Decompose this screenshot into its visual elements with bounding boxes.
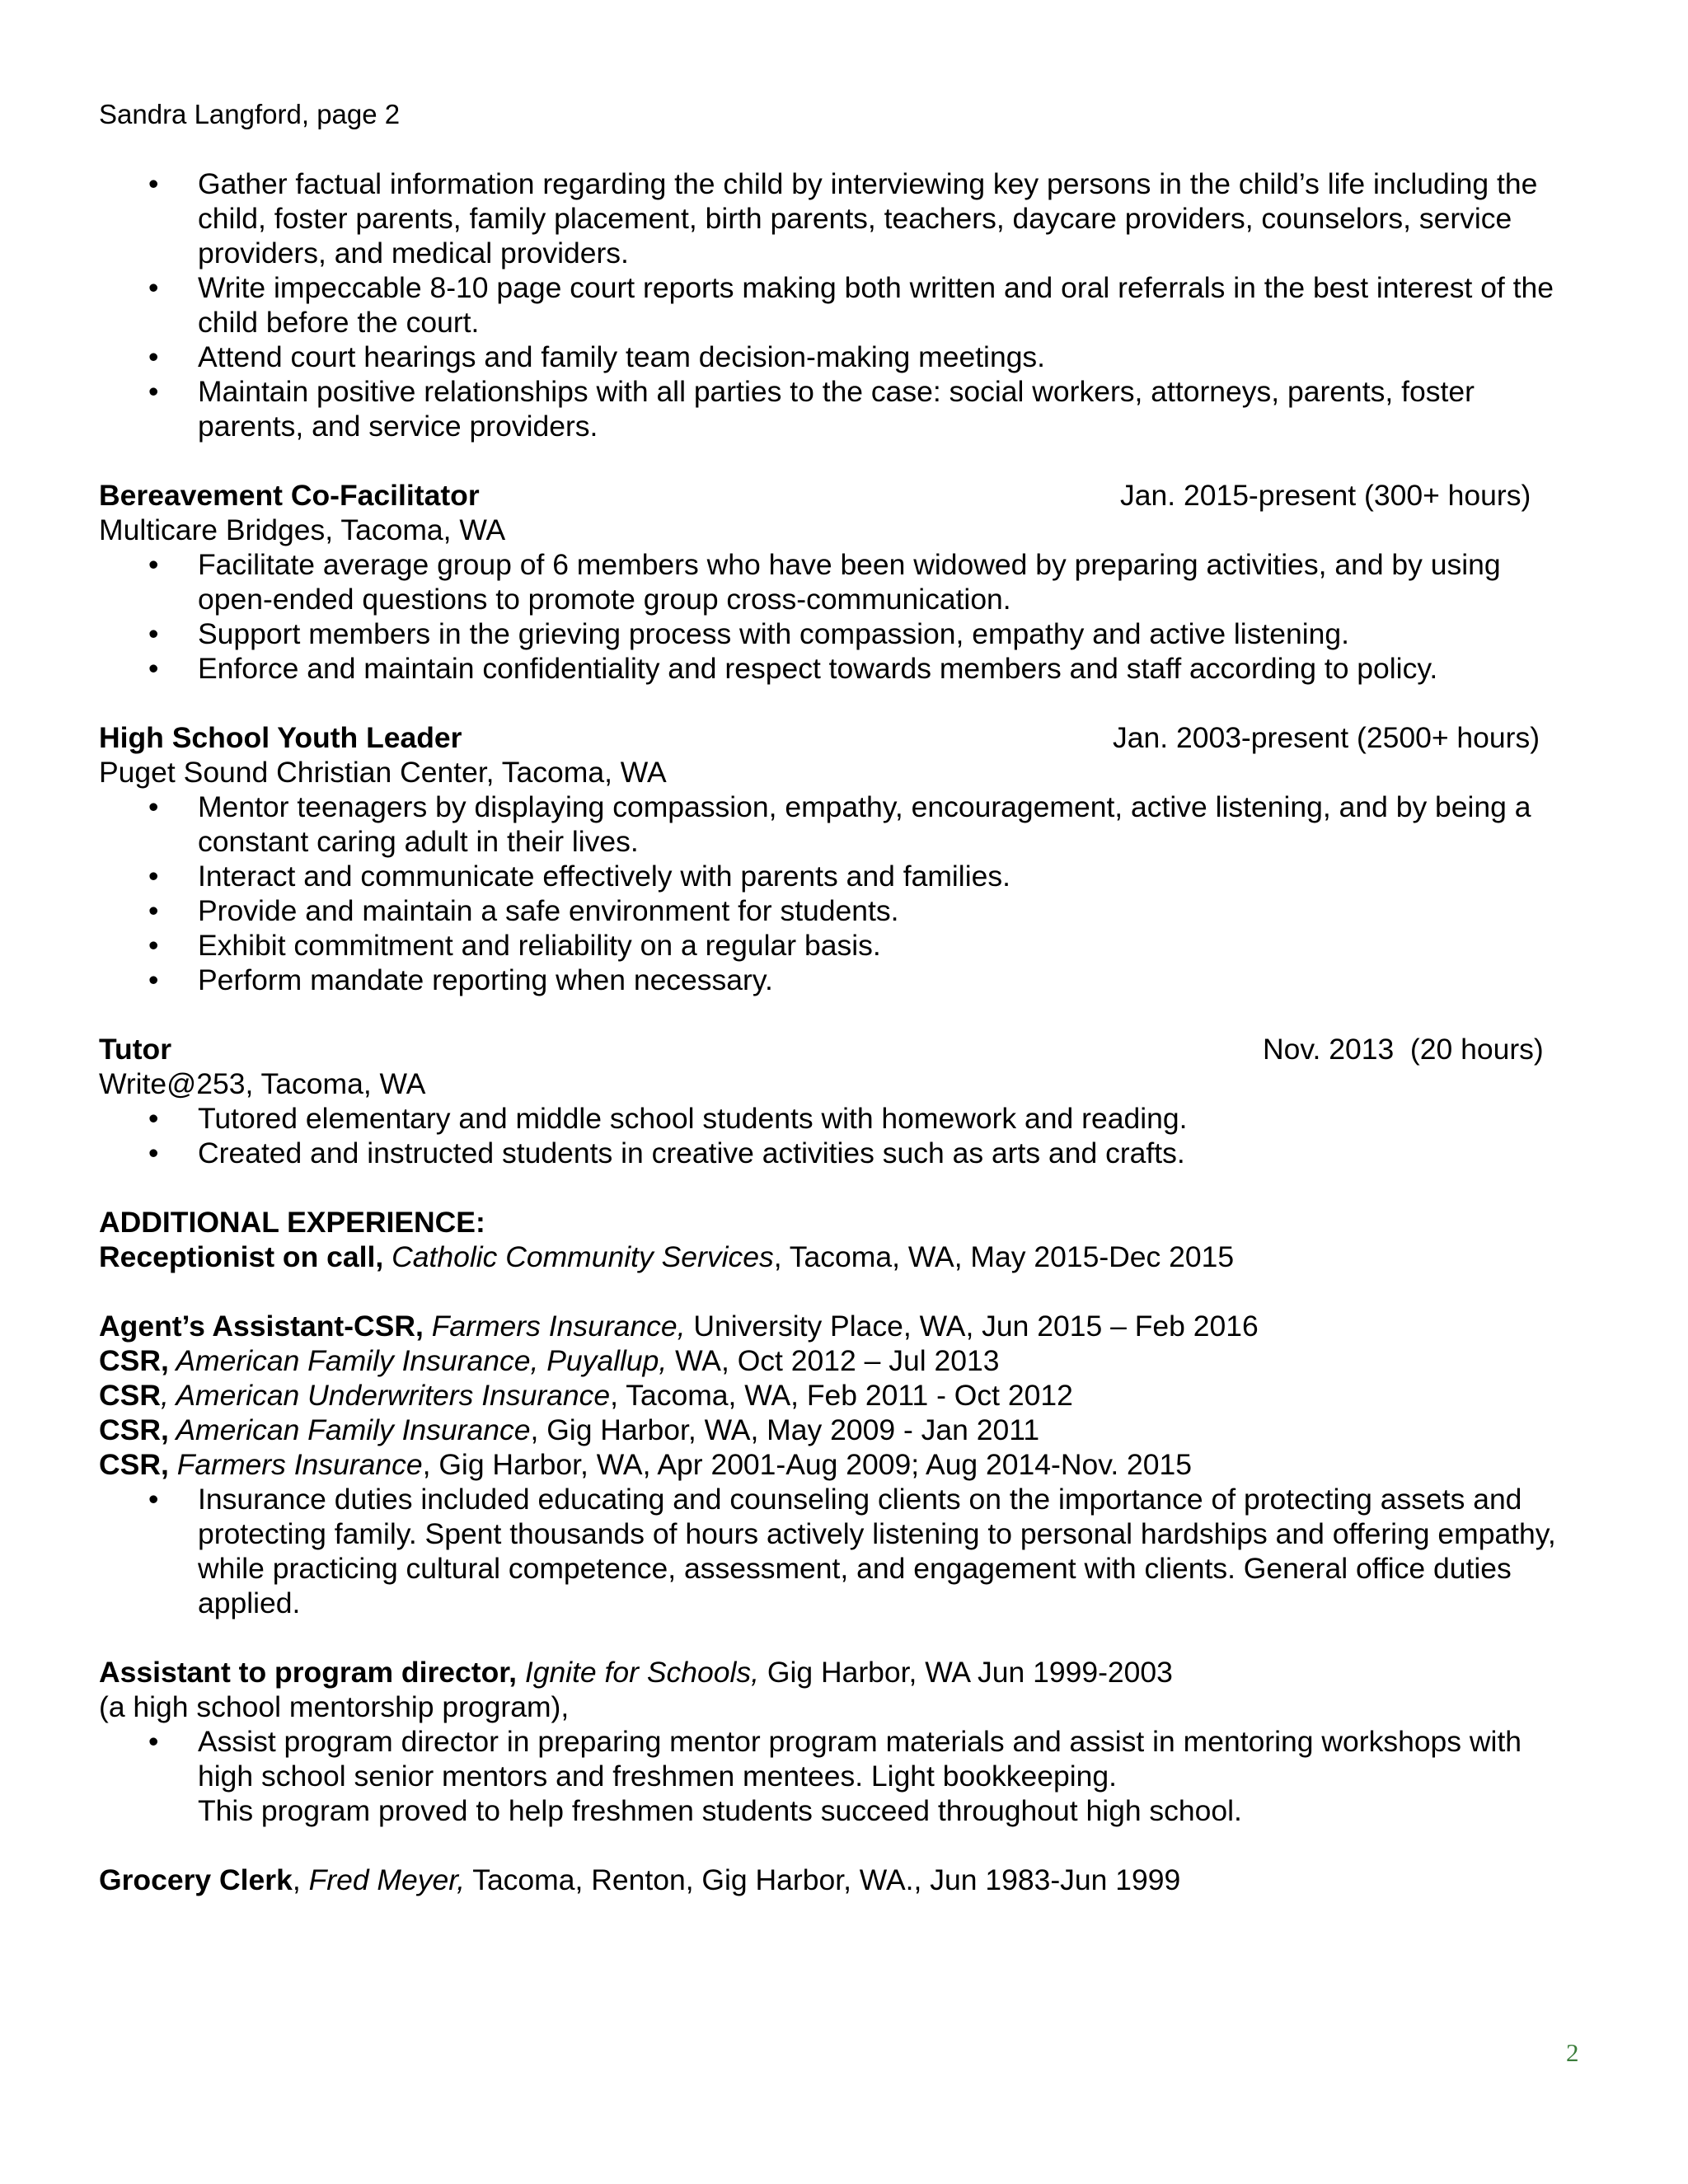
csr-line: CSR, American Underwriters Insurance, Tacoma, WA, Feb 2011 - Oct 2012 [99,1379,1073,1412]
job-bullet-list [99,1101,1582,1170]
role: Receptionist on call, [99,1240,384,1273]
list-item: • Facilitate average group of 6 members who have been widowed by preparing activities, and by using open-ended questions to promote group cross-communication. [99,547,1582,616]
job-organization: Write@253, Tacoma, WA [99,1067,426,1100]
list-item: • Tutored elementary and middle school students with homework and reading. [99,1101,1582,1136]
list-item: • Attend court hearings and family team decision-making meetings. [99,340,1582,374]
job-date: Jan. 2003-present (2500+ hours) [1113,721,1540,754]
job-entry-bereavement [99,478,1582,686]
job-title: High School Youth Leader [99,721,462,754]
assistant-note: (a high school mentorship program), [99,1690,570,1723]
job-header [99,720,1582,755]
csr-line: CSR, American Family Insurance, Puyallup, WA, Oct 2012 – Jul 2013 [99,1344,1000,1377]
job-entry-tutor [99,1032,1582,1170]
job-entry-youth-leader [99,720,1582,997]
page-header: Sandra Langford, page 2 [99,99,401,129]
list-item: • Insurance duties included educating and counseling clients on the importance of protecting assets and protecting family. Spent thousands of hours actively listening to personal hardships and offering empathy, while practicing cultural competence, assessment, and engagement with clients. General office duties applied. [99,1482,1582,1620]
intro-bullet-list [99,166,1582,443]
resume-page [99,0,1582,2184]
job-header [99,478,1582,513]
details: , Tacoma, WA, May 2015-Dec 2015 [773,1240,1235,1273]
job-bullet-list [99,547,1582,686]
job-title: Tutor [99,1033,172,1066]
section-heading: ADDITIONAL EXPERIENCE: [99,1206,485,1239]
assistant-line: Assistant to program director, Ignite for Schools, Gig Harbor, WA Jun 1999-2003 [99,1656,1173,1689]
grocery-line: Grocery Clerk, Fred Meyer, Tacoma, Renton, Gig Harbor, WA., Jun 1983-Jun 1999 [99,1863,1181,1896]
job-organization: Puget Sound Christian Center, Tacoma, WA [99,756,667,789]
job-title: Bereavement Co-Facilitator [99,479,480,512]
csr-bullet-list [99,1482,1582,1620]
list-item: • Maintain positive relationships with all parties to the case: social workers, attorneys, parents, foster parents, and service providers. [99,374,1582,443]
csr-line: CSR, Farmers Insurance, Gig Harbor, WA, Apr 2001-Aug 2009; Aug 2014-Nov. 2015 [99,1448,1193,1481]
csr-line: CSR, American Family Insurance, Gig Harbor, WA, May 2009 - Jan 2011 [99,1413,1040,1446]
assistant-bullet-list [99,1724,1582,1793]
list-item: • Exhibit commitment and reliability on a regular basis. [99,928,1582,963]
list-item: • Write impeccable 8-10 page court reports making both written and oral referrals in the best interest of the child before the court. [99,270,1582,340]
job-header [99,1032,1582,1066]
job-date: Jan. 2015-present (300+ hours) [1120,479,1531,512]
list-item: • Created and instructed students in creative activities such as arts and crafts. [99,1136,1582,1170]
job-organization: Multicare Bridges, Tacoma, WA [99,513,506,546]
additional-experience-section [99,1205,1582,1897]
page-number: 2 [1566,2038,1579,2067]
list-item: • Perform mandate reporting when necessary. [99,963,1582,997]
job-date: Nov. 2013 (20 hours) [1263,1033,1544,1066]
receptionist-line [99,1240,1582,1274]
list-item: • Interact and communicate effectively with parents and families. [99,859,1582,893]
assistant-bullet-continuation: This program proved to help freshmen students succeed throughout high school. [198,1794,1242,1827]
job-bullet-list [99,790,1582,997]
list-item: • Mentor teenagers by displaying compassion, empathy, encouragement, active listening, and by being a constant caring adult in their lives. [99,790,1582,859]
list-item: • Provide and maintain a safe environment for students. [99,893,1582,928]
list-item: • Support members in the grieving process with compassion, empathy and active listening. [99,616,1582,651]
organization: Catholic Community Services [392,1240,774,1273]
list-item: • Gather factual information regarding the child by interviewing key persons in the child’s life including the child, foster parents, family placement, birth parents, teachers, daycare providers, counselors, service providers, and medical providers. [99,166,1582,270]
csr-line: Agent’s Assistant-CSR, Farmers Insurance, University Place, WA, Jun 2015 – Feb 2016 [99,1310,1259,1343]
content-flow [99,166,1582,1897]
list-item: • Assist program director in preparing mentor program materials and assist in mentoring workshops with high school senior mentors and freshmen mentees. Light bookkeeping. [99,1724,1582,1793]
list-item: • Enforce and maintain confidentiality and respect towards members and staff according to policy. [99,651,1582,686]
